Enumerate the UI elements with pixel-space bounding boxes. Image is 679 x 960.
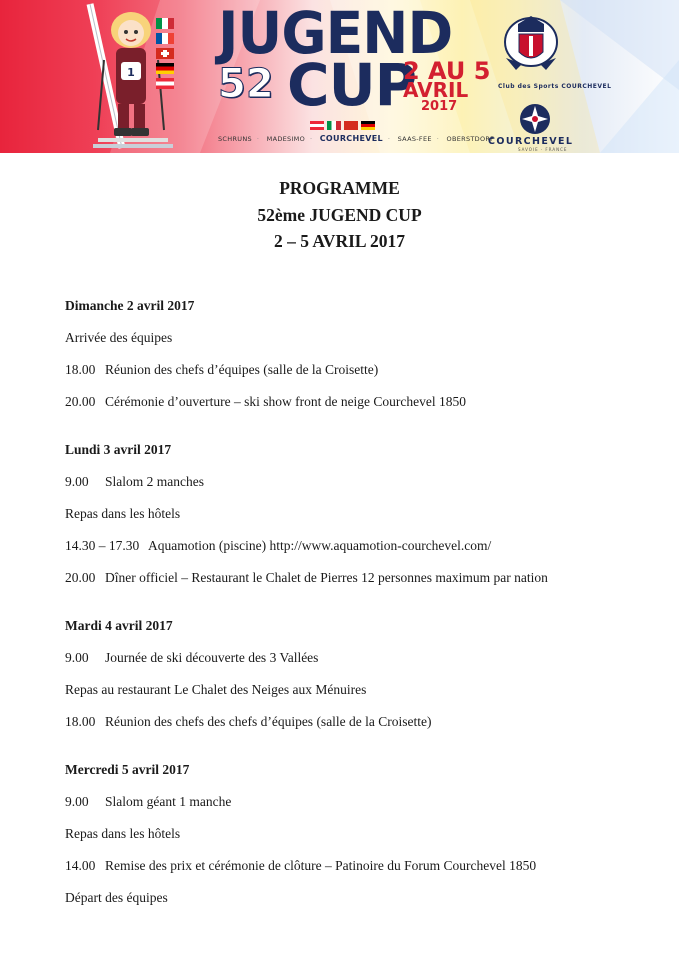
day-heading: Mardi 4 avril 2017 <box>65 618 173 633</box>
host-stations-list: SCHRUNS · MADESIMO · COURCHEVEL · SAAS-FEE · OBERSTDORF <box>218 134 495 143</box>
schedule-item <box>65 682 366 698</box>
club-des-sports-seal-icon <box>500 12 562 84</box>
document-title: PROGRAMME <box>279 178 400 198</box>
schedule-item <box>65 826 180 842</box>
item-time: 9.00 <box>65 794 89 809</box>
event-name: 52ème JUGEND CUP <box>257 205 422 225</box>
france-flag-icon <box>156 33 174 44</box>
host-flags-row <box>310 121 375 130</box>
bib-number: 1 <box>127 66 135 79</box>
item-text: Réunion des chefs des chefs d’équipes (salle de la Croisette) <box>105 714 432 729</box>
nation-flags <box>156 18 174 89</box>
item-text: Repas au restaurant Le Chalet des Neiges aux Ménuires <box>65 682 367 697</box>
schedule-item <box>65 538 491 554</box>
schedule-item <box>65 570 548 586</box>
item-time: 14.00 <box>65 858 96 873</box>
club-des-sports-label: Club des Sports COURCHEVEL <box>498 83 612 90</box>
item-text: Dîner officiel – Restaurant le Chalet de Pierres 12 personnes maximum par nation <box>105 570 548 585</box>
schedule-item <box>65 394 466 410</box>
germany-flag-icon <box>361 121 375 130</box>
schedule-item <box>65 794 231 810</box>
switzerland-flag-icon <box>344 121 358 130</box>
station-name: SCHRUNS <box>218 135 252 143</box>
item-text: Repas dans les hôtels <box>65 826 181 841</box>
item-text: Slalom 2 manches <box>105 474 204 489</box>
item-text: Repas dans les hôtels <box>65 506 181 521</box>
station-name-host: COURCHEVEL <box>319 134 383 143</box>
courchevel-snowflake-logo-icon <box>518 102 552 136</box>
switzerland-flag-icon <box>156 48 174 59</box>
item-text: Cérémonie d’ouverture – ski show front de neige Courchevel 1850 <box>105 394 467 409</box>
austria-flag-icon <box>310 121 324 130</box>
item-text: Journée de ski découverte des 3 Vallées <box>105 650 319 665</box>
schedule-item <box>65 890 168 906</box>
banner-date-year: 2017 <box>421 99 458 114</box>
banner-date-month: AVRIL <box>403 78 469 102</box>
schedule-item <box>65 362 378 378</box>
item-time: 20.00 <box>65 394 96 409</box>
italy-flag-icon <box>156 18 174 29</box>
item-time: 20.00 <box>65 570 96 585</box>
austria-flag-icon <box>156 78 174 89</box>
schedule-item <box>65 858 536 874</box>
schedule-item <box>65 506 180 522</box>
day-heading: Lundi 3 avril 2017 <box>65 442 172 457</box>
item-text: Arrivée des équipes <box>65 330 173 345</box>
event-banner <box>0 0 679 153</box>
germany-flag-icon <box>156 63 174 74</box>
banner-title-cup: CUP <box>287 51 417 119</box>
courchevel-tagline: SAVOIE · FRANCE <box>518 147 568 152</box>
schedule-item <box>65 330 172 346</box>
item-text: Remise des prix et cérémonie de clôture – Patinoire du Forum Courchevel 1850 <box>105 858 537 873</box>
event-dates: 2 – 5 AVRIL 2017 <box>274 231 405 251</box>
item-time: 18.00 <box>65 714 96 729</box>
station-name: OBERSTDORF <box>446 135 495 143</box>
item-text: Départ des équipes <box>65 890 168 905</box>
day-heading: Mercredi 5 avril 2017 <box>65 762 190 777</box>
banner-edition-number: 52 <box>218 61 274 107</box>
banner-title-jugend: JUGEND <box>218 0 453 67</box>
item-time: 18.00 <box>65 362 96 377</box>
item-text: Aquamotion (piscine) http://www.aquamotion-courchevel.com/ <box>148 538 492 553</box>
schedule-item <box>65 474 204 490</box>
station-name: MADESIMO <box>266 135 306 143</box>
schedule-item <box>65 650 318 666</box>
banner-date-range: 2 AU 5 <box>403 57 491 85</box>
item-text: Slalom géant 1 manche <box>105 794 232 809</box>
item-time: 9.00 <box>65 474 89 489</box>
item-text: Réunion des chefs d’équipes (salle de la Croisette) <box>105 362 379 377</box>
italy-flag-icon <box>327 121 341 130</box>
station-name: SAAS-FEE <box>397 135 432 143</box>
courchevel-wordmark: COURCHEVEL <box>488 136 574 147</box>
schedule-item <box>65 714 432 730</box>
item-time: 14.30 – 17.30 <box>65 538 140 553</box>
day-heading: Dimanche 2 avril 2017 <box>65 298 195 313</box>
item-time: 9.00 <box>65 650 89 665</box>
